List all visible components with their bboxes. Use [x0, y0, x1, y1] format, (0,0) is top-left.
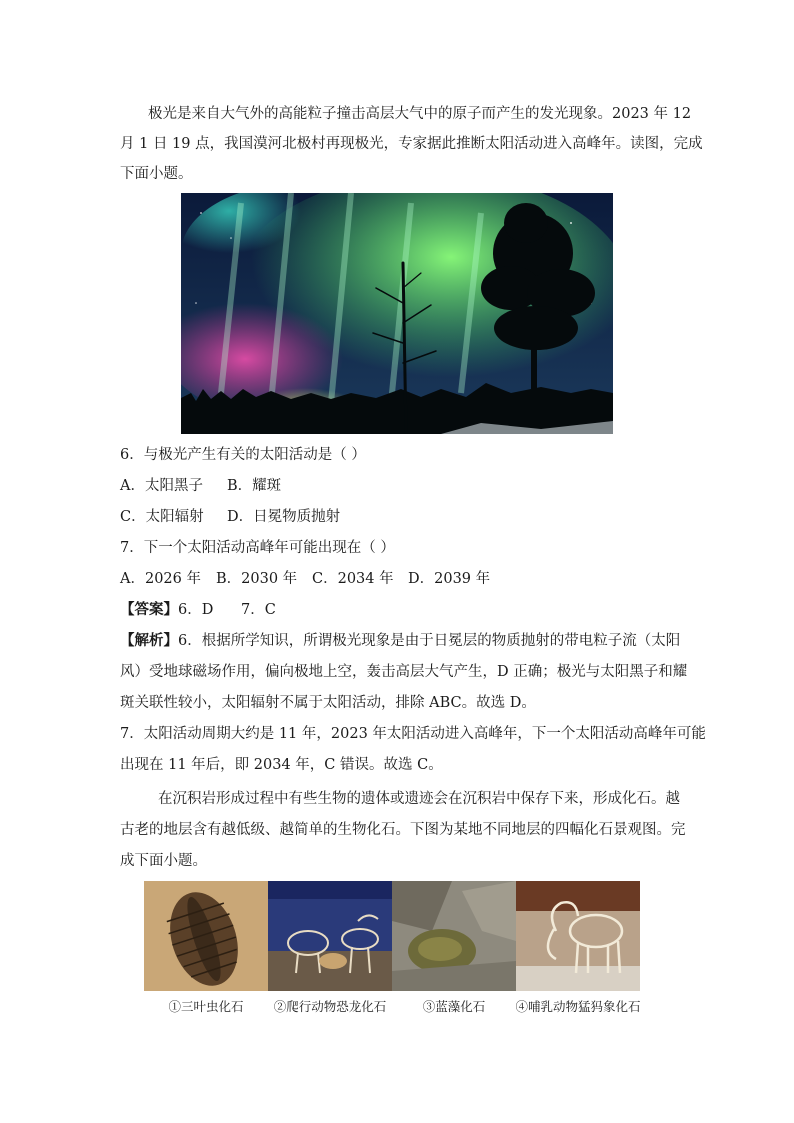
- dinosaur-fossil-photo: [268, 881, 392, 991]
- q7-option-b: B．2030 年: [216, 571, 298, 587]
- q6-option-c: C．太阳辐射: [120, 509, 204, 525]
- trilobite-fossil-photo: [144, 881, 268, 991]
- passage2-line1: 在沉积岩形成过程中有些生物的遗体或遗迹会在沉积岩中保存下来，形成化石。越: [158, 791, 680, 807]
- analysis-line5: 出现在 11 年后，即 2034 年，C 错误。故选 C。: [120, 757, 443, 773]
- analysis-text-1: 6．根据所学知识，所谓极光现象是由于日冕层的物质抛射的带电粒子流（太阳: [178, 633, 681, 649]
- caption-trilobite: ①三叶虫化石: [168, 999, 244, 1014]
- question-7-stem: 7．下一个太阳活动高峰年可能出现在（ ）: [120, 540, 395, 556]
- passage2-line3: 成下面小题。: [120, 853, 207, 869]
- q7-option-c: C．2034 年: [312, 571, 394, 587]
- analysis-tag: 【解析】: [120, 632, 178, 649]
- analysis-line3: 斑关联性较小，太阳辐射不属于太阳活动，排除 ABC。故选 D。: [120, 695, 536, 711]
- question-6-stem: 6．与极光产生有关的太阳活动是（ ）: [120, 447, 366, 463]
- passage1-line1: 极光是来自大气外的高能粒子撞击高层大气中的原子而产生的发光现象。2023 年 12: [148, 106, 692, 122]
- q7-option-d: D．2039 年: [408, 571, 491, 587]
- passage2-line2: 古老的地层含有越低级、越简单的生物化石。下图为某地不同地层的四幅化石景观图。完: [120, 822, 686, 838]
- analysis-line1: [120, 631, 681, 651]
- answer-text: 6．D 7．C: [178, 602, 276, 618]
- caption-cyanobacteria: ③蓝藻化石: [422, 999, 486, 1014]
- question-7-options: [120, 569, 490, 589]
- question-6-options-row1: [120, 476, 281, 496]
- question-6-options-row2: [120, 507, 340, 527]
- caption-dinosaur: ②爬行动物恐龙化石: [273, 999, 387, 1014]
- passage1-line2: 月 1 日 19 点，我国漠河北极村再现极光，专家据此推断太阳活动进入高峰年。读图，完成: [120, 136, 703, 152]
- cyanobacteria-fossil-photo: [392, 881, 516, 991]
- analysis-line4: 7．太阳活动周期大约是 11 年，2023 年太阳活动进入高峰年，下一个太阳活动高峰年可能: [120, 726, 706, 742]
- answer-line: [120, 600, 676, 620]
- answer-tag: 【答案】: [120, 601, 178, 618]
- analysis-line2: 风）受地球磁场作用，偏向极地上空，轰击高层大气产生，D 正确；极光与太阳黑子和耀: [120, 664, 688, 680]
- aurora-photo: [181, 193, 613, 434]
- mammoth-fossil-photo: [516, 881, 640, 991]
- q6-option-d: D．日冕物质抛射: [227, 509, 341, 525]
- q6-option-a: A．太阳黑子: [120, 478, 203, 494]
- q6-option-b: B．耀斑: [227, 478, 282, 494]
- caption-mammoth: ④哺乳动物猛犸象化石: [515, 999, 641, 1014]
- passage1-line3: 下面小题。: [120, 166, 193, 182]
- q7-option-a: A．2026 年: [120, 571, 201, 587]
